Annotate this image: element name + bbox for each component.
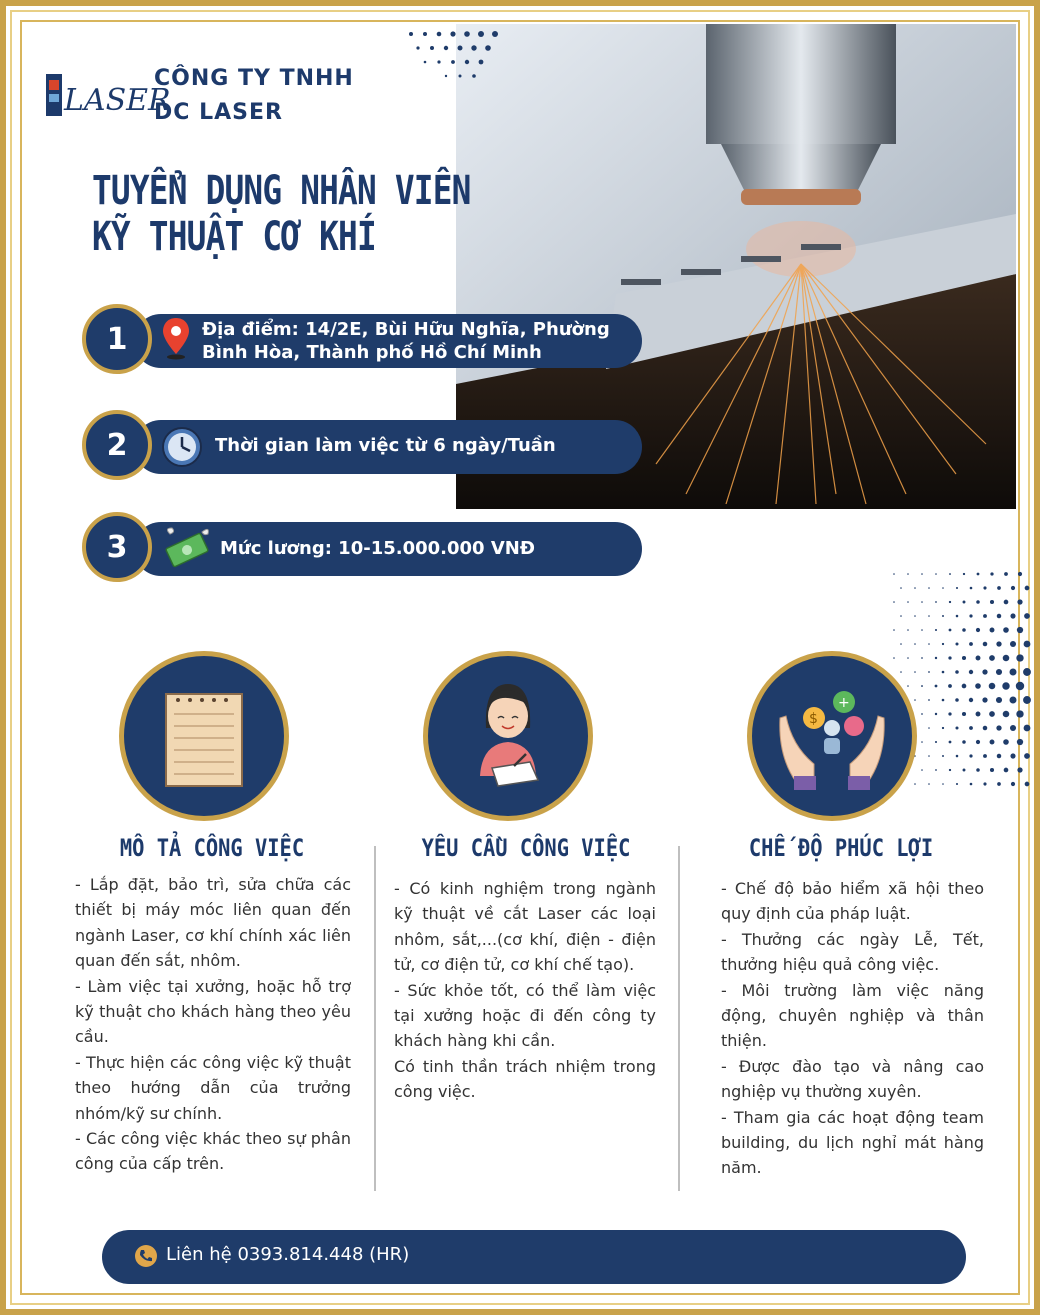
clipboard-icon — [124, 656, 284, 816]
location-line1: Địa điểm: 14/2E, Bùi Hữu Nghĩa, Phường — [202, 319, 610, 340]
logo-text: LASER — [64, 83, 171, 118]
column-title-benefits: CHẾ ĐỘ PHÚC LỢI — [748, 834, 934, 862]
column-title-description: MÔ TẢ CÔNG VIỆC — [119, 834, 305, 862]
title-line2: KỸ THUẬT CƠ KHÍ — [92, 214, 376, 260]
info-text-salary: Mức lương: 10-15.000.000 VNĐ — [220, 538, 535, 559]
money-icon — [162, 526, 212, 570]
svg-text:+: + — [838, 695, 850, 711]
description-item: - Các công việc khác theo sự phân công của cấp trên. — [75, 1129, 351, 1174]
benefit-item: - Thưởng các ngày Lễ, Tết, thưởng hiệu quả công việc. — [721, 929, 984, 975]
benefit-item: - Chế độ bảo hiểm xã hội theo quy định của pháp luật. — [721, 879, 984, 924]
company-line2: DC LASER — [154, 100, 283, 125]
column-title-requirements: YÊU CẦU CÔNG VIỆC — [421, 834, 631, 862]
requirement-item: - Có kinh nghiệm trong ngành kỹ thuật về cắt Laser các loại nhôm, sắt,...(cơ khí, điện - điện tử, cơ điện tử, cơ khí chế tạo). — [394, 879, 656, 975]
location-pin-icon — [161, 316, 191, 360]
svg-text:$: $ — [809, 711, 818, 727]
description-item: - Lắp đặt, bảo trì, sửa chữa các thiết bị máy móc liên quan đến ngành Laser, cơ khí chính xác liên quan đến sắt, nhôm. — [75, 875, 351, 971]
requirement-item: Có tinh thần trách nhiệm trong công việc. — [394, 1056, 656, 1102]
column-body-benefits — [721, 876, 984, 1181]
column-body-description — [75, 872, 351, 1177]
benefit-item: - Tham gia các hoạt động team building, du lịch nghỉ mát hàng năm. — [721, 1107, 984, 1178]
info-text-location — [202, 318, 610, 364]
page-title — [92, 168, 471, 260]
contact-text[interactable]: Liên hệ 0393.814.448 (HR) — [166, 1244, 410, 1265]
halftone-dots-top — [401, 24, 531, 84]
benefit-hands-icon — [752, 656, 912, 816]
column-divider-1 — [374, 846, 376, 1191]
clock-icon — [161, 426, 203, 468]
phone-icon — [134, 1244, 158, 1268]
benefit-item: - Được đào tạo và nâng cao nghiệp vụ thường xuyên. — [721, 1056, 984, 1102]
info-number-2: 2 — [82, 410, 152, 480]
column-body-requirements — [394, 876, 656, 1105]
column-icon-circle-1 — [119, 651, 289, 821]
requirement-item: - Sức khỏe tốt, có thể làm việc tại xưởng hoặc đi đến công ty khách hàng khi cần. — [394, 980, 656, 1051]
benefit-item: - Môi trường làm việc năng động, chuyên nghiệp và thân thiện. — [721, 980, 984, 1051]
company-logo — [46, 72, 171, 118]
column-icon-circle-2 — [423, 651, 593, 821]
company-name — [154, 62, 354, 130]
info-text-time: Thời gian làm việc từ 6 ngày/Tuần — [215, 435, 556, 456]
location-line2: Bình Hòa, Thành phố Hồ Chí Minh — [202, 342, 542, 363]
column-icon-circle-3 — [747, 651, 917, 821]
worker-woman-icon — [428, 656, 588, 816]
title-line1: TUYỂN DỤNG NHÂN VIÊN — [92, 168, 471, 214]
column-divider-2 — [678, 846, 680, 1191]
description-item: - Thực hiện các công việc kỹ thuật theo hướng dẫn của trưởng nhóm/kỹ sư chính. — [75, 1052, 351, 1123]
info-number-1: 1 — [82, 304, 152, 374]
info-number-3: 3 — [82, 512, 152, 582]
description-item: - Làm việc tại xưởng, hoặc hỗ trợ kỹ thuật cho khách hàng theo yêu cầu. — [75, 976, 351, 1047]
company-line1: CÔNG TY TNHH — [154, 66, 354, 91]
